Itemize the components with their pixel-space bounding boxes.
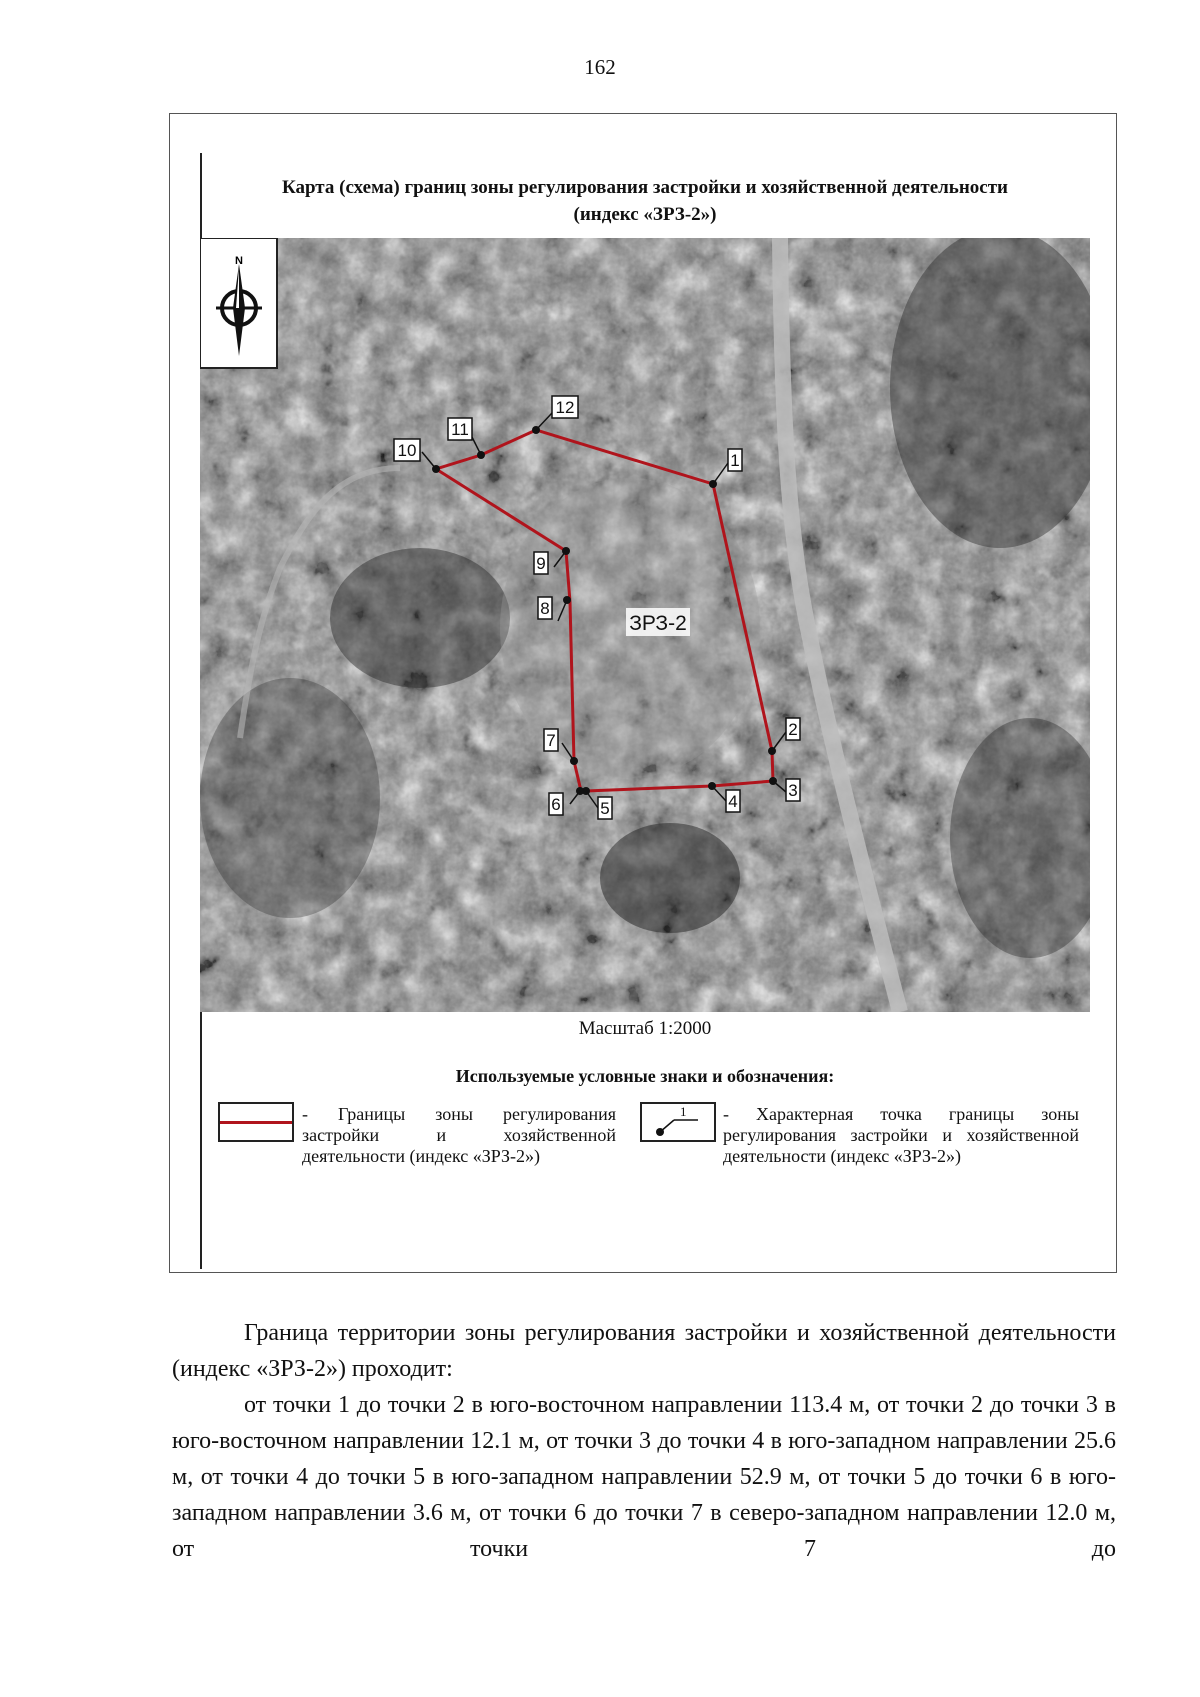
legend-boundary-symbol bbox=[218, 1102, 294, 1142]
point-label: 3 bbox=[788, 781, 798, 800]
zone-label-text: ЗРЗ-2 bbox=[629, 612, 687, 635]
map-title-line-1: Карта (схема) границ зоны регулирования застройки и хозяйственной деятельности bbox=[281, 177, 1009, 198]
point-label: 1 bbox=[730, 451, 740, 470]
point-label: 7 bbox=[546, 731, 556, 750]
legend-point-icon bbox=[642, 1104, 714, 1140]
page-number: 162 bbox=[584, 55, 616, 79]
legend-point-number: 1 bbox=[680, 1104, 687, 1119]
point-label: 6 bbox=[551, 795, 561, 814]
legend-point-symbol bbox=[640, 1102, 716, 1142]
map-title bbox=[202, 174, 1088, 228]
point-label: 11 bbox=[451, 420, 469, 439]
north-label: N bbox=[235, 255, 243, 267]
point-label: 5 bbox=[600, 799, 610, 818]
point-label: 10 bbox=[397, 441, 417, 460]
map-scale: Масштаб 1:2000 bbox=[578, 1018, 712, 1039]
legend-boundary-text: - Границы зоны регулирования застройки и хозяйственной деятельности (индекс «ЗРЗ-2») bbox=[302, 1104, 616, 1166]
north-arrow bbox=[200, 238, 277, 368]
point-label: 4 bbox=[728, 792, 738, 811]
point-label: 12 bbox=[555, 398, 575, 417]
legend-heading: Используемые условные знаки и обозначения: bbox=[455, 1066, 835, 1086]
body-paragraph-2: от точки 1 до точки 2 в юго-восточном направлении 113.4 м, от точки 2 до точки 3 в юго-восточном направлении 12.1 м, от точки 3 до точки 4 в юго-западном направлении 25.6 м, от точки 4 до точки 5 в юго-западном направлении 52.9 м, от точки 5 до точки 6 в юго-западном направлении 3.6 м, от точки 6 до точки 7 в северо-западном направлении 12.0 м, от точки 7 до bbox=[172, 1392, 1116, 1562]
point-label: 9 bbox=[536, 554, 546, 573]
legend-point-text: - Характерная точка границы зоны регулирования застройки и хозяйственной деятельности (индекс «ЗРЗ-2») bbox=[723, 1104, 1079, 1166]
point-label: 2 bbox=[788, 720, 798, 739]
map-title-line-2: (индекс «ЗРЗ-2») bbox=[573, 204, 717, 225]
zone-label bbox=[626, 608, 690, 636]
aerial-map bbox=[200, 238, 1090, 1012]
legend-boundary-line bbox=[220, 1121, 292, 1124]
point-label: 8 bbox=[540, 599, 550, 618]
body-paragraph-1: Граница территории зоны регулирования застройки и хозяйственной деятельности (индекс «ЗРЗ-2») проходит: bbox=[172, 1320, 1116, 1382]
